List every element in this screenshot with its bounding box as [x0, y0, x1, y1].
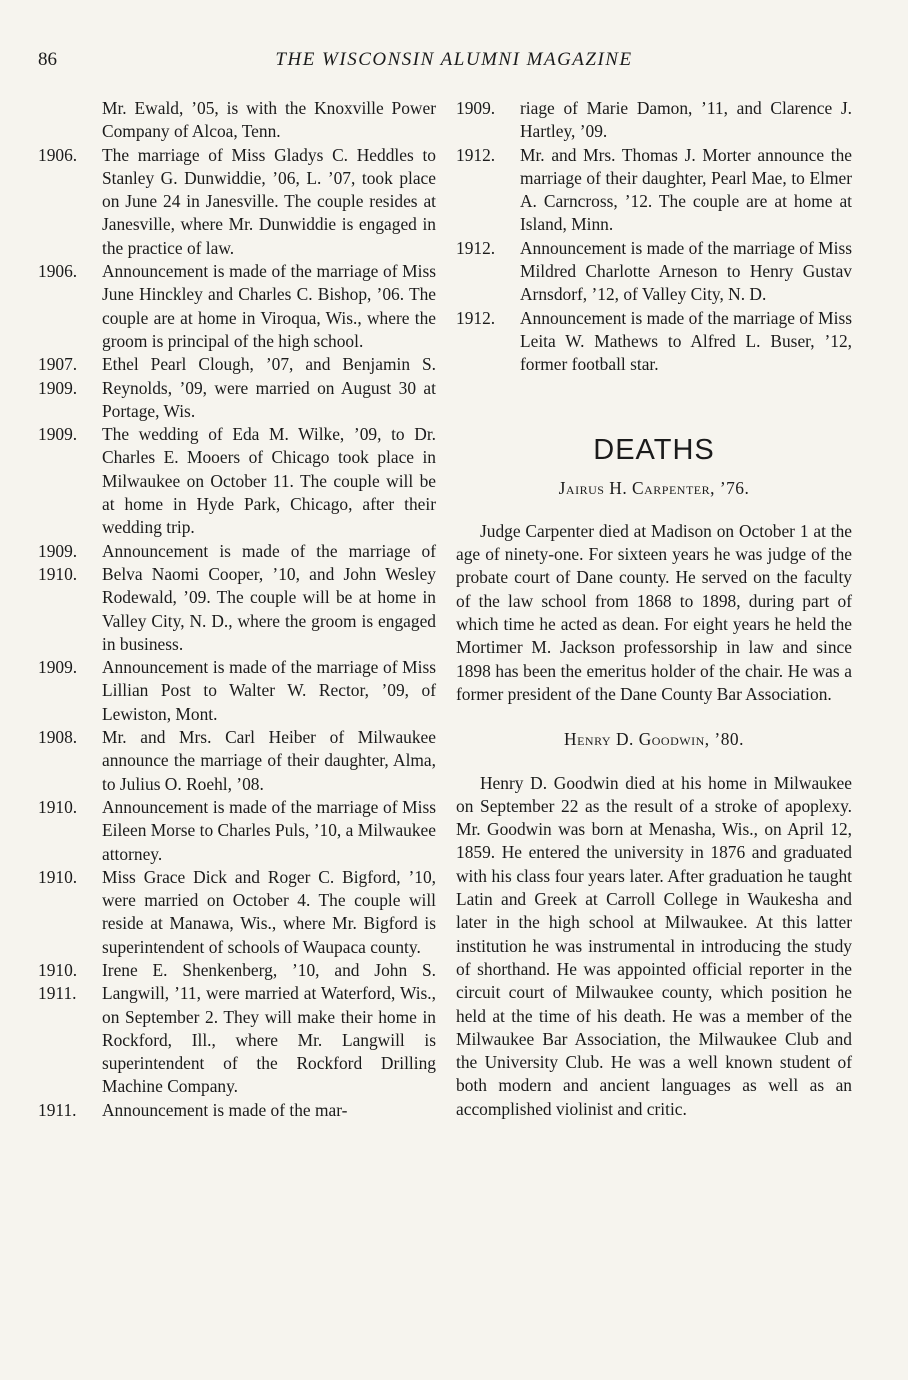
- class-year: 1907.: [38, 354, 78, 375]
- entry-text: Mr. and Mrs. Thomas J. Morter announce the marriage of their daughter, Pearl Mae, to Elmer A. Carncross, ’12. The couple are at home at Island, Minn.: [520, 144, 852, 235]
- entry-class-years: [38, 656, 102, 726]
- entry-class-years: [456, 97, 520, 144]
- class-year: 1910.: [38, 959, 78, 980]
- entry-text: Mr. and Mrs. Carl Heiber of Milwaukee announce the marriage of their daughter, Alma, to Julius O. Roehl, ’08.: [102, 727, 436, 794]
- entry-text: Irene E. Shenkenberg, ’10, and John S. Langwill, ’11, were married at Waterford, Wis., on September 2. They will make their home in Rockford, Ill., where Mr. Langwill is superintendent of the Rockford Drilling Machine Company.: [102, 959, 436, 1097]
- entry-text: Announcement is made of the marriage of Miss Eileen Morse to Charles Puls, ’10, a Milwaukee attorney.: [102, 796, 436, 864]
- entry-text: riage of Marie Damon, ’11, and Clarence J. Hartley, ’09.: [520, 98, 852, 142]
- entry-class-years: [456, 144, 520, 237]
- entry-class-years: [38, 1099, 102, 1122]
- news-entry: [38, 423, 436, 539]
- class-year: 1911.: [38, 1099, 77, 1120]
- right-entries: [456, 97, 852, 377]
- obituary-name: Henry D. Goodwin, ’80.: [564, 729, 744, 750]
- entry-class-years: [38, 353, 102, 423]
- entry-text: The marriage of Miss Gladys C. Heddles to Stanley G. Dunwiddie, ’06, L. ’07, took place on June 24 in Janesville. The couple resides at Janesville, where Mr. Dunwiddie is engaged in the practice of law.: [102, 144, 436, 258]
- class-year: 1910.: [38, 796, 78, 817]
- news-entry: [456, 237, 852, 307]
- news-entry: [456, 144, 852, 237]
- class-year: 1906.: [38, 261, 78, 282]
- entry-class-years: [38, 726, 102, 796]
- entry-class-years: [38, 423, 102, 539]
- news-entry: [38, 796, 436, 866]
- entry-text: Miss Grace Dick and Roger C. Bigford, ’10, were married on October 4. The couple will reside at Manawa, Wis., where Mr. Bigford is superintendent of schools of Waupaca county.: [102, 866, 436, 957]
- entry-class-years: [38, 796, 102, 866]
- class-year: 1912.: [456, 144, 496, 165]
- entry-class-years: [456, 307, 520, 377]
- class-year: 1906.: [38, 144, 78, 165]
- entry-class-years: [38, 540, 102, 656]
- entry-text: Mr. Ewald, ’05, is with the Knoxville Power Company of Alcoa, Tenn.: [102, 98, 436, 142]
- class-year: 1911.: [38, 983, 77, 1004]
- entry-class-years: [38, 866, 102, 959]
- entry-text: Announcement is made of the marriage of Miss Mildred Charlotte Arneson to Henry Gustav Arnsdorf, ’12, of Valley City, N. D.: [520, 237, 852, 305]
- obituary-text: Henry D. Goodwin died at his home in Milwaukee on September 22 as the result of a stroke of apoplexy. Mr. Goodwin was born at Menasha, Wis., on April 12, 1859. He entered the university in 1876 and graduated with his class four years later. After graduation he taught Latin and Greek at Carroll College in Waukesha and later in the high school at Milwaukee. At this latter institution he was instrumental in introducing the study of shorthand. He was appointed official reporter in the circuit court of Milwaukee county, which position he held at the time of his death. He was a member of the Milwaukee Bar Association, the Milwaukee Club and the University Club. He was a well known student of both modern and ancient languages as well as an accomplished violinist and critic.: [456, 772, 852, 1119]
- entry-text: Ethel Pearl Clough, ’07, and Benjamin S. Reynolds, ’09, were married on August 30 at Portage, Wis.: [102, 354, 436, 421]
- deaths-heading: DEATHS: [593, 433, 715, 466]
- news-entry: [38, 97, 436, 144]
- page-number: 86: [38, 49, 57, 70]
- news-entry: [456, 97, 852, 144]
- entry-text: Announcement is made of the marriage of Miss Leita W. Mathews to Alfred L. Buser, ’12, former football star.: [520, 307, 852, 375]
- news-entry: [38, 656, 436, 726]
- running-head: THE WISCONSIN ALUMNI MAGAZINE: [275, 49, 633, 70]
- class-year: 1909.: [38, 540, 78, 561]
- entry-class-years: [456, 237, 520, 307]
- entry-class-years: [38, 144, 102, 260]
- class-year: 1912.: [456, 237, 496, 258]
- class-year: 1909.: [456, 98, 496, 118]
- news-entry: [38, 144, 436, 260]
- class-year: 1909.: [38, 424, 78, 445]
- news-entry: [38, 866, 436, 959]
- entry-text: Announcement is made of the marriage of Miss June Hinckley and Charles C. Bishop, ’06. The couple are at home in Viroqua, Wis., where the groom is principal of the high school.: [102, 261, 436, 351]
- entry-text: The wedding of Eda M. Wilke, ’09, to Dr. Charles E. Mooers of Chicago took place in Milwaukee on October 11. The couple will be at home in Hyde Park, Chicago, after their wedding trip.: [102, 424, 436, 538]
- entry-class-years: [38, 260, 102, 353]
- entry-text: Announcement is made of the marriage of Belva Naomi Cooper, ’10, and John Wesley Rodewald, ’09. The couple will be at home in Valley City, N. D., where the groom is engaged in business.: [102, 540, 436, 654]
- entry-class-years: [38, 959, 102, 1099]
- class-year: 1912.: [456, 307, 496, 328]
- entry-text: Announcement is made of the marriage of Miss Lillian Post to Walter W. Rector, ’09, of Lewiston, Mont.: [102, 657, 436, 724]
- class-year: 1909.: [38, 377, 78, 398]
- class-year: 1910.: [38, 866, 78, 887]
- news-entry: [456, 307, 852, 377]
- news-entry: [38, 959, 436, 1099]
- news-entry: [38, 1099, 436, 1122]
- left-column: [38, 97, 436, 1122]
- class-year: 1909.: [38, 657, 78, 678]
- class-year: 1908.: [38, 727, 78, 748]
- obituary-text: Judge Carpenter died at Madison on October 1 at the age of ninety-one. For sixteen years he was judge of the probate court of Dane county. He served on the faculty of the law school from 1868 to 1898, during part of which time he acted as dean. For eight years he held the Mortimer M. Jackson professorship in law and since 1898 has been the emeritus holder of the chair. He was a former president of the Dane County Bar Association.: [456, 520, 852, 704]
- entry-class-years: [38, 97, 102, 144]
- news-entry: [38, 540, 436, 656]
- news-entry: [38, 353, 436, 423]
- news-entry: [38, 726, 436, 796]
- obituary-name: Jairus H. Carpenter, ’76.: [558, 477, 750, 498]
- class-year: 1910.: [38, 563, 78, 584]
- news-entry: [38, 260, 436, 353]
- right-column: [456, 97, 852, 1121]
- entry-text: Announcement is made of the mar-: [102, 1099, 348, 1120]
